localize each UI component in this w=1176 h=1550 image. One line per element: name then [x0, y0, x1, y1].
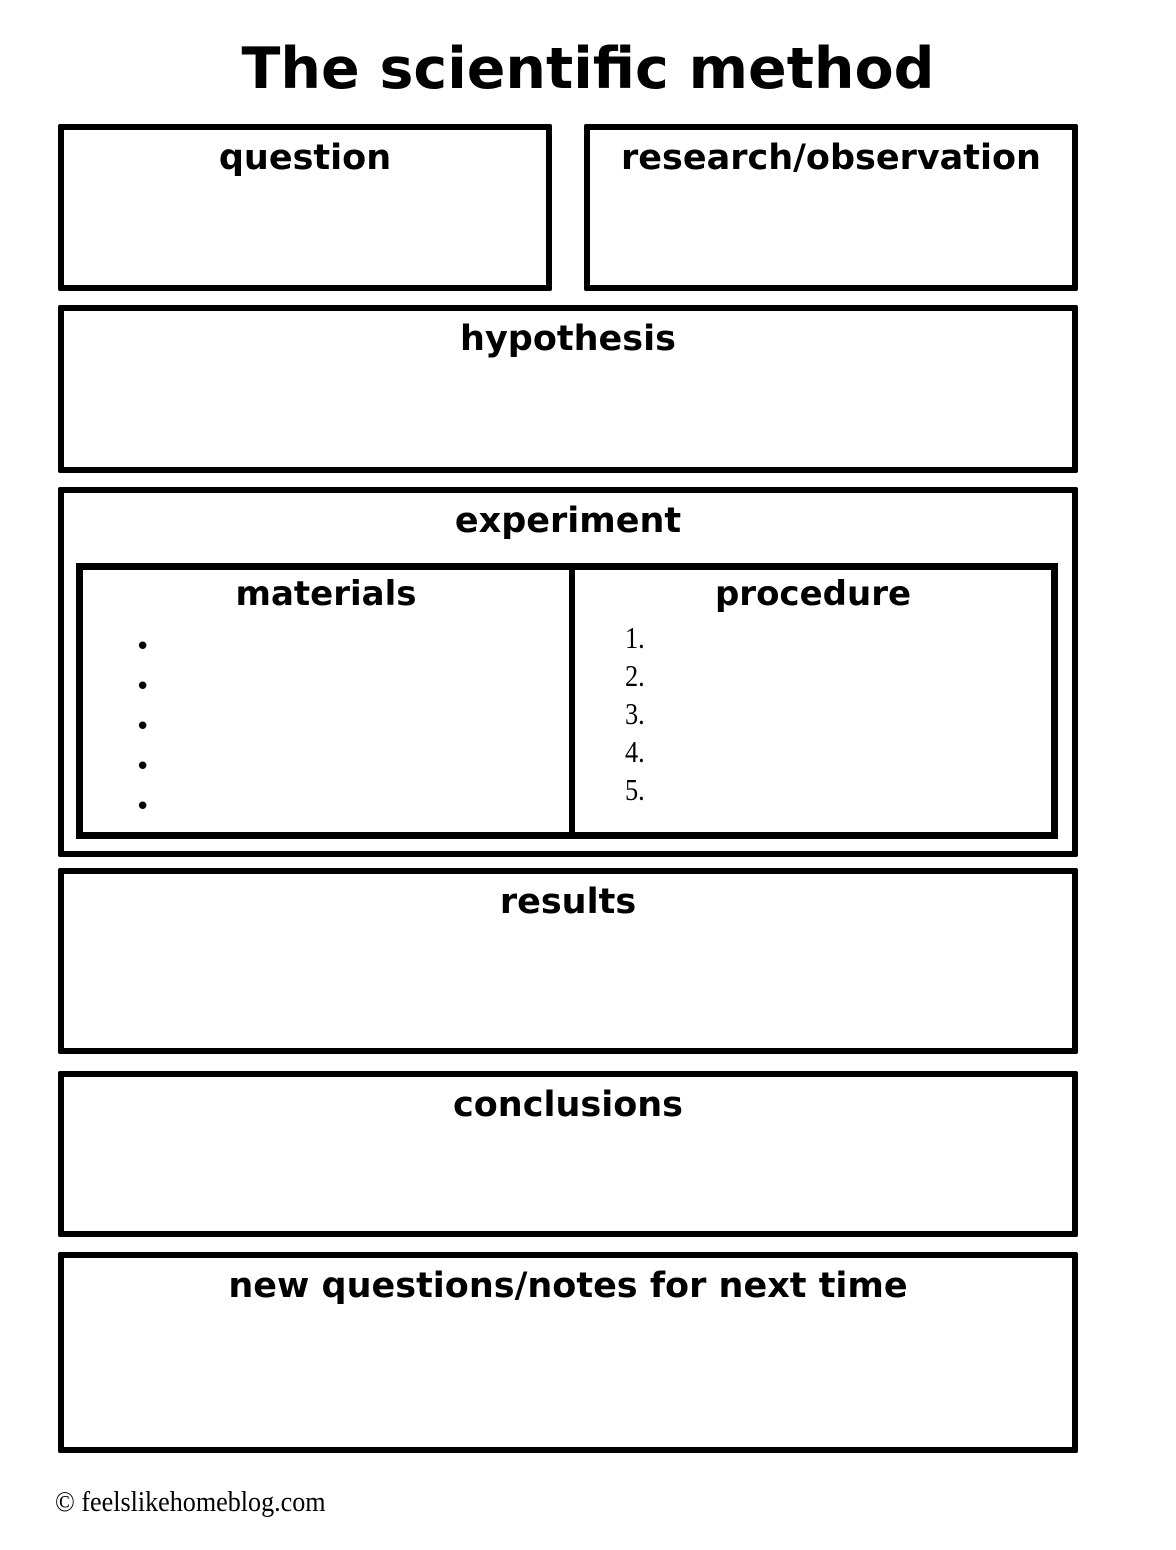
page-title: The scientific method [241, 36, 935, 102]
procedure-step-number: 5. [625, 772, 645, 808]
materials-column [83, 570, 575, 832]
experiment-table [76, 563, 1058, 839]
results-box [58, 868, 1078, 1054]
copyright-footer: © feelslikehomeblog.com [55, 1486, 326, 1518]
materials-bullet-row [135, 667, 569, 707]
procedure-step-number: 1. [625, 620, 645, 656]
question-box [58, 124, 552, 291]
procedure-step-number: 2. [625, 658, 645, 694]
procedure-step-number: 4. [625, 734, 645, 770]
materials-label: materials [235, 574, 417, 614]
experiment-box [58, 487, 1078, 857]
bullet-icon: • [135, 632, 151, 663]
materials-bullet-row [135, 747, 569, 787]
procedure-step-number: 3. [625, 696, 645, 732]
bullet-icon: • [135, 712, 151, 743]
procedure-column [575, 570, 1051, 832]
bullet-icon: • [135, 752, 151, 783]
materials-bullet-row [135, 787, 569, 827]
bullet-icon: • [135, 792, 151, 823]
research-observation-label: research/observation [621, 138, 1041, 178]
results-label: results [499, 882, 637, 922]
materials-bullet-row [135, 707, 569, 747]
procedure-number-list [575, 619, 1051, 809]
research-observation-box [584, 124, 1078, 291]
materials-bullet-row [135, 627, 569, 667]
bullet-icon: • [135, 672, 151, 703]
materials-bullet-list [83, 627, 569, 827]
new-questions-label: new questions/notes for next time [228, 1266, 908, 1306]
conclusions-label: conclusions [453, 1085, 683, 1125]
experiment-label: experiment [454, 501, 682, 541]
new-questions-box [58, 1252, 1078, 1453]
question-label: question [218, 138, 392, 178]
procedure-label: procedure [714, 574, 912, 614]
conclusions-box [58, 1071, 1078, 1237]
hypothesis-label: hypothesis [460, 319, 676, 359]
hypothesis-box [58, 305, 1078, 473]
